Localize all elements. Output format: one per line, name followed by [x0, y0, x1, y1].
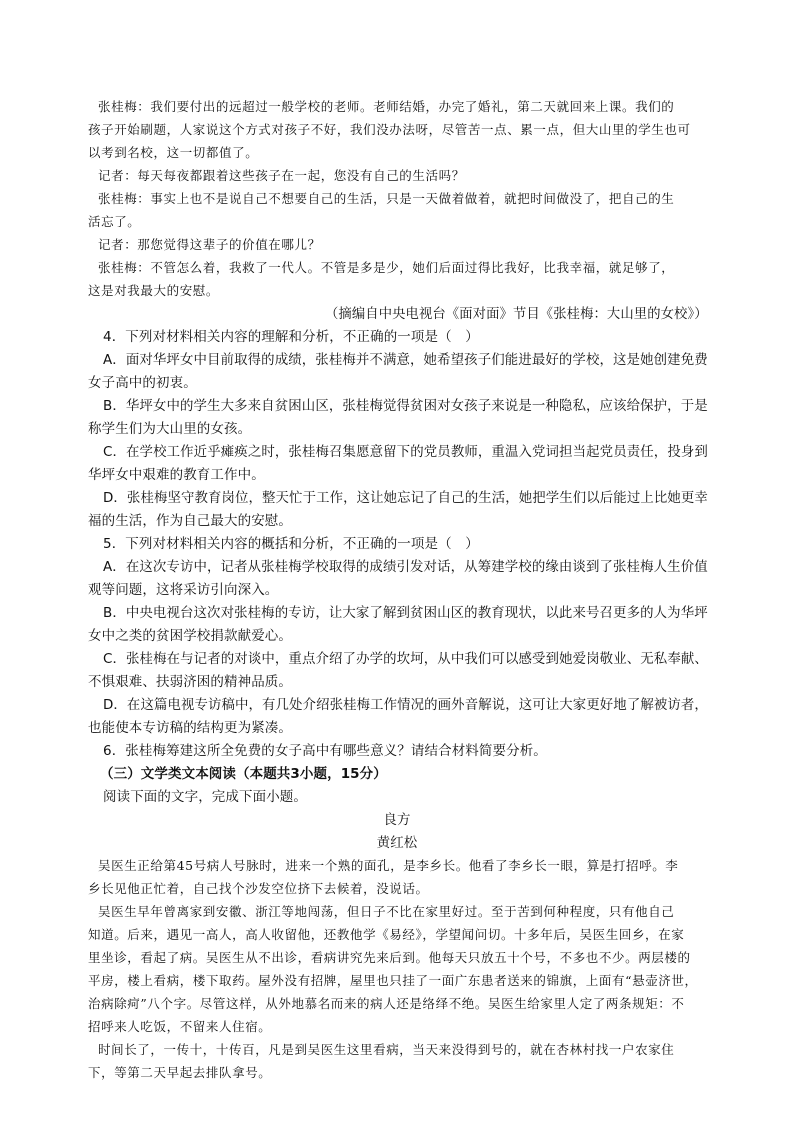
- story-paragraph-line: 吴医生正给第45号病人号脉时，进来一个熟的面孔，是李乡长。他看了李乡长一眼，算是打招呼。李: [98, 858, 679, 873]
- source-citation: （摘编自中央电视台《面对面》节目《张桂梅：大山里的女校》）: [325, 306, 708, 322]
- story-paragraph-line: 治病除疴”八个字。尽管这样，从外地慕名而来的病人还是络绎不绝。吴医生给家里人定了两条规矩：不: [88, 996, 685, 1011]
- story-title: 良方: [383, 812, 411, 828]
- story-paragraph-line: 招呼来人吃饭，不留来人住宿。: [88, 1019, 272, 1034]
- question-6: 6．张桂梅筹建这所全免费的女子高中有哪些意义？请结合材料简要分析。: [103, 743, 547, 759]
- story-paragraph-line: 吴医生早年曾离家到安徽、浙江等地闯荡，但日子不比在家里好过。至于苦到何种程度，只有他自己: [98, 904, 675, 919]
- interview-line: 孩子开始刷题，人家说这个方式对孩子不好，我们没办法呀，尽管苦一点、累一点，但大山里的学生也可: [88, 122, 691, 137]
- interview-line: 张桂梅：不管怎么着，我救了一代人。不管是多是少，她们后面过得比我好，比我幸福，就足够了，: [98, 260, 675, 275]
- story-paragraph-line: 时间长了，一传十，十传百，凡是到吴医生这里看病，当天来没得到号的，就在杏林村找一户农家住: [98, 1042, 675, 1057]
- interview-line: 以考到名校，这一切都值了。: [88, 145, 259, 160]
- story-paragraph-line: 平房，楼上看病，楼下取药。屋外没有招牌，屋里也只挂了一面广东患者送来的锦旗，上面有“悬壶济世，: [88, 973, 698, 988]
- interview-line: 活忘了。: [88, 214, 141, 229]
- question-4-stem: 4．下列对材料相关内容的理解和分析，不正确的一项是（ ）: [103, 329, 479, 345]
- question-4-option-b: 称学生们为大山里的女孩。: [88, 421, 252, 437]
- question-5-option-c: 不惧艰难、扶弱济困的精神品质。: [88, 674, 292, 690]
- question-5-option-d: D．在这篇电视专访稿中，有几处介绍张桂梅工作情况的画外音解说，这可让大家更好地了解被访者，: [103, 697, 708, 713]
- question-5-stem: 5．下列对材料相关内容的概括和分析，不正确的一项是（ ）: [103, 536, 479, 552]
- reporter-question: 记者：每天每夜都跟着这些孩子在一起，您没有自己的生活吗？: [98, 168, 465, 183]
- interview-line: 张桂梅：事实上也不是说自己不想要自己的生活，只是一天做着做着，就把时间做没了，把自己的生: [98, 191, 675, 206]
- question-5-option-d: 也能使本专访稿的结构更为紧凑。: [88, 720, 292, 736]
- question-5-option-b: 女中之类的贫困学校捐款献爱心。: [88, 628, 292, 644]
- story-paragraph-line: 里坐诊，看起了病。吴医生从不出诊，看病讲究先来后到。他每天只放五十个号，不多也不少。两层楼的: [88, 950, 691, 965]
- question-4-option-c: C．在学校工作近乎瘫痪之时，张桂梅召集愿意留下的党员教师，重温入党词担当起党员责任，投身到: [103, 444, 708, 460]
- question-4-option-a: A．面对华坪女中目前取得的成绩，张桂梅并不满意，她希望孩子们能进最好的学校，这是她创建免费: [103, 352, 708, 368]
- story-paragraph-line: 知道。后来，遇见一高人，高人收留他，还教他学《易经》，学望闻问切。十多年后，吴医生回乡，在家: [88, 927, 685, 942]
- section-heading: （三）文学类文本阅读（本题共3小题，15分）: [100, 766, 387, 782]
- question-5-option-a: A．在这次专访中，记者从张桂梅学校取得的成绩引发对话，从筹建学校的缘由谈到了张桂梅人生价值: [103, 559, 708, 575]
- question-4-option-d: D．张桂梅坚守教育岗位，整天忙于工作，这让她忘记了自己的生活，她把学生们以后能过上比她更幸: [103, 490, 708, 506]
- question-4-option-b: B．华坪女中的学生大多来自贫困山区，张桂梅觉得贫困对女孩子来说是一种隐私，应该给保护，于是: [103, 398, 708, 414]
- story-paragraph-line: 乡长见他正忙着，自己找个沙发空位挤下去候着，没说话。: [88, 881, 429, 896]
- question-5-option-c: C．张桂梅在与记者的对谈中，重点介绍了办学的坎坷，从中我们可以感受到她爱岗敬业、无私奉献、: [103, 651, 708, 667]
- reporter-question: 记者：那您觉得这辈子的价值在哪儿？: [98, 237, 321, 252]
- question-4-option-c: 华坪女中艰难的教育工作中。: [88, 467, 265, 483]
- interview-line: 这是对我最大的安慰。: [88, 283, 220, 298]
- story-author: 黄红松: [376, 835, 418, 851]
- question-4-option-a: 女子高中的初衷。: [88, 375, 197, 391]
- question-4-option-d: 福的生活，作为自己最大的安慰。: [88, 513, 292, 529]
- interview-line: 张桂梅：我们要付出的远超过一般学校的老师。老师结婚，办完了婚礼，第二天就回来上课。我们的: [98, 99, 675, 114]
- question-5-option-b: B．中央电视台这次对张桂梅的专访，让大家了解到贫困山区的教育现状，以此来号召更多的人为华坪: [103, 605, 708, 621]
- reading-instruction: 阅读下面的文字，完成下面小题。: [103, 789, 307, 805]
- question-5-option-a: 观等问题，这将采访引向深入。: [88, 582, 279, 598]
- story-paragraph-line: 下，等第二天早起去排队拿号。: [88, 1065, 272, 1080]
